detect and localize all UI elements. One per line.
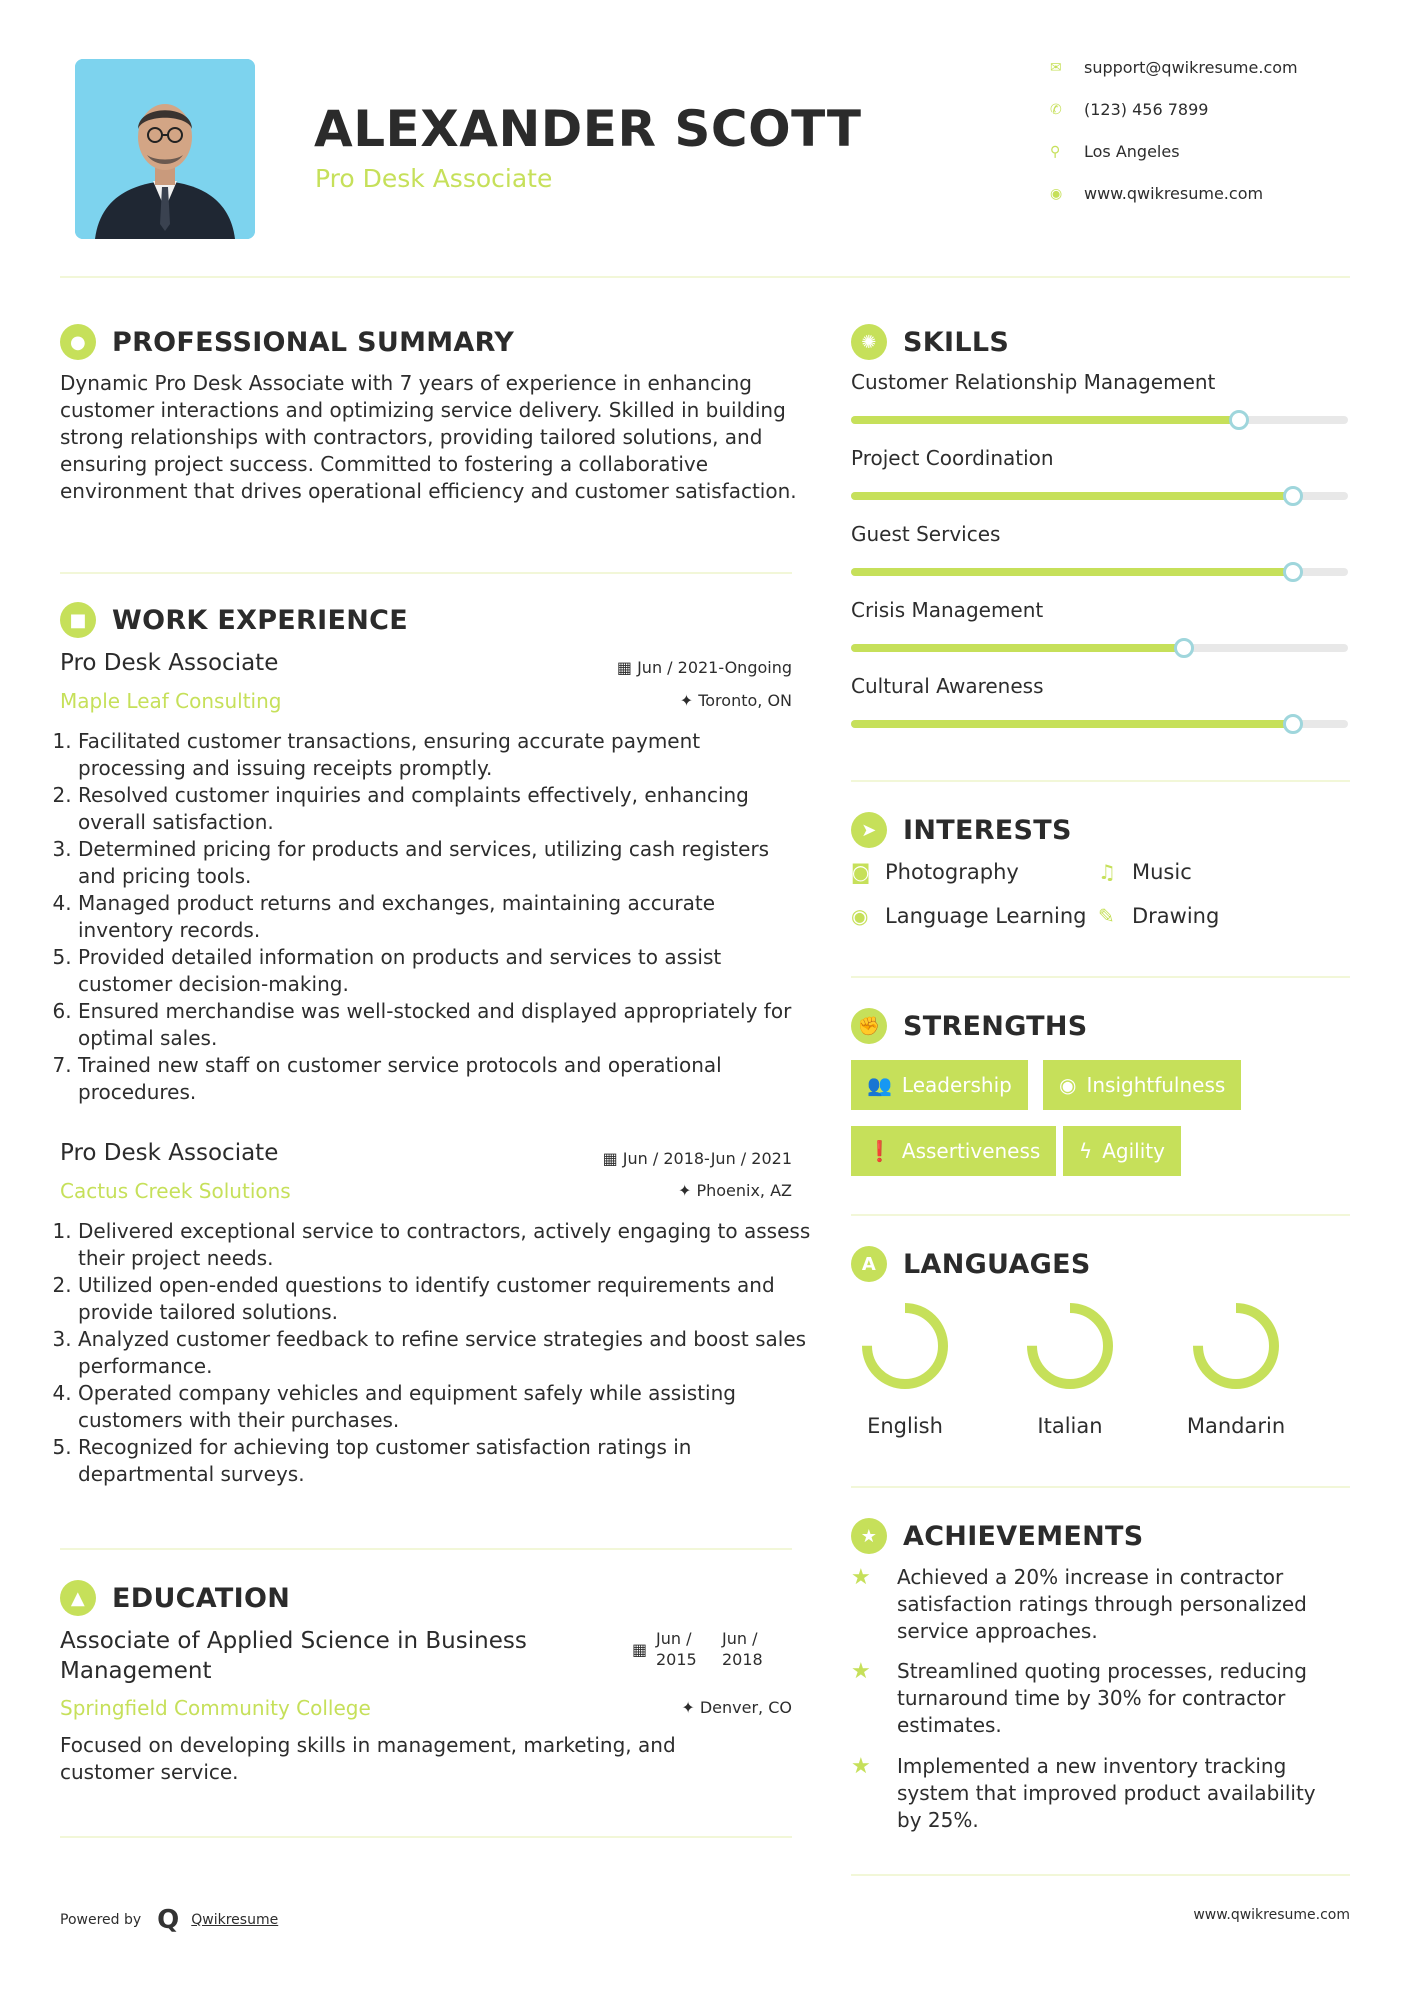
interest-photography: ◙ Photography [851, 860, 1019, 884]
education-heading: ▲ EDUCATION [60, 1580, 290, 1616]
languages-heading: A LANGUAGES [851, 1246, 1091, 1282]
skill-label: Customer Relationship Management [851, 370, 1216, 394]
languages-divider [851, 1486, 1350, 1488]
mail-icon: ✉ [1050, 59, 1062, 76]
experience-divider [60, 1548, 792, 1550]
list-item: 5. Recognized for achieving top customer satisfaction ratings in departmental surveys. [78, 1434, 813, 1488]
footer-powered: Powered by Q Qwikresume [60, 1905, 279, 1935]
skill-progress-fill [851, 416, 1239, 424]
list-item: 1. Delivered exceptional service to contractors, actively engaging to assess their project needs. [78, 1218, 813, 1272]
list-item: 3. Determined pricing for products and services, utilizing cash registers and pricing tools. [78, 836, 813, 890]
candidate-title: Pro Desk Associate [315, 164, 553, 193]
graduation-cap-icon: ▲ [60, 1580, 96, 1616]
skill-progress-track [851, 644, 1348, 652]
strengths-divider [851, 1214, 1350, 1216]
pencil-icon: ✎ [1098, 904, 1115, 928]
list-item: 1. Facilitated customer transactions, ensuring accurate payment processing and issuing receipts promptly. [78, 728, 813, 782]
education-divider [60, 1836, 792, 1838]
pin-icon: ✦ [677, 1181, 697, 1200]
skills-heading: ✺ SKILLS [851, 324, 1009, 360]
globe-icon: ◉ [1050, 185, 1063, 202]
skill-progress-fill [851, 644, 1184, 652]
language-ring [1186, 1296, 1286, 1396]
language-icon: A [851, 1246, 887, 1282]
star-badge-icon: ★ [851, 1518, 887, 1554]
achievements-divider [851, 1874, 1350, 1876]
calendar-icon: ▦ [616, 658, 638, 677]
skill-label: Project Coordination [851, 446, 1054, 470]
interests-divider [851, 976, 1350, 978]
pin-icon: ✦ [681, 1698, 700, 1717]
calendar-icon: ▦ [632, 1640, 648, 1659]
strengths-heading: ✊ STRENGTHS [851, 1008, 1088, 1044]
list-item: 3. Analyzed customer feedback to refine service strategies and boost sales performance. [78, 1326, 813, 1380]
job-1-duties [60, 728, 813, 1106]
contact-phone[interactable]: ✆ (123) 456 7899 [1050, 100, 1209, 119]
experience-heading: ■ WORK EXPERIENCE [60, 602, 408, 638]
user-icon: ● [60, 324, 96, 360]
achievement-item: ★ Streamlined quoting processes, reducing turnaround time by 30% for contractor estimates. [851, 1659, 1307, 1737]
music-note-icon: ♫ [1098, 860, 1116, 884]
qwikresume-logo-icon: Q [157, 1905, 180, 1935]
strength-insightfulness: ◉ Insightfulness [1043, 1060, 1241, 1110]
education-degree: Associate of Applied Science in Business Management [60, 1628, 527, 1684]
contact-email[interactable]: ✉ support@qwikresume.com [1050, 58, 1298, 77]
skill-progress-knob [1283, 562, 1303, 582]
profile-photo [75, 59, 255, 239]
language-label: English [867, 1414, 943, 1438]
candidate-name: ALEXANDER SCOTT [314, 100, 862, 158]
language-ring [855, 1296, 955, 1396]
interests-heading: ➤ INTERESTS [851, 812, 1072, 848]
skill-progress-fill [851, 720, 1293, 728]
summary-text: Dynamic Pro Desk Associate with 7 years of experience in enhancing customer interactions and optimizing service delivery. Skilled in building strong relationships with contractors, providing tailored solutions, and ensuring project success. Committed to fostering a collaborative environment that drives operational efficiency and customer satisfaction. [60, 371, 797, 503]
skills-divider [851, 780, 1350, 782]
exclamation-icon: ❗ [867, 1139, 892, 1163]
education-location: ✦ Denver, CO [681, 1698, 792, 1717]
paper-plane-icon: ➤ [851, 812, 887, 848]
list-item: 4. Operated company vehicles and equipment safely while assisting customers with their purchases. [78, 1380, 813, 1434]
education-start: Jun / 2015 [656, 1629, 697, 1669]
skill-label: Crisis Management [851, 598, 1044, 622]
users-icon: 👥 [867, 1073, 892, 1097]
eye-icon: ◉ [1059, 1073, 1077, 1097]
list-item: 7. Trained new staff on customer service protocols and operational procedures. [78, 1052, 813, 1106]
header-divider [60, 276, 1350, 278]
lightbulb-icon: ✺ [851, 324, 887, 360]
job-2-role: Pro Desk Associate [60, 1140, 279, 1166]
star-icon: ★ [851, 1754, 871, 1779]
strength-agility: ϟ Agility [1063, 1126, 1181, 1176]
location-pin-icon: ⚲ [1050, 143, 1061, 160]
education-end: Jun / 2018 [722, 1629, 763, 1669]
education-school: Springfield Community College [60, 1696, 371, 1720]
list-item: 2. Utilized open-ended questions to identify customer requirements and provide tailored solutions. [78, 1272, 813, 1326]
skill-label: Guest Services [851, 522, 1001, 546]
list-item: 2. Resolved customer inquiries and complaints effectively, enhancing overall satisfaction. [78, 782, 813, 836]
phone-icon: ✆ [1050, 101, 1062, 118]
skill-progress-fill [851, 568, 1293, 576]
bolt-icon: ϟ [1079, 1139, 1093, 1163]
interest-music: ♫ Music [1098, 860, 1192, 884]
strength-leadership: 👥 Leadership [851, 1060, 1028, 1110]
job-1-company: Maple Leaf Consulting [60, 689, 282, 713]
language-label: Mandarin [1186, 1414, 1286, 1438]
list-item: 6. Ensured merchandise was well-stocked and displayed appropriately for optimal sales. [78, 998, 813, 1052]
footer-brand-link[interactable]: Qwikresume [191, 1912, 279, 1928]
skill-progress-track [851, 568, 1348, 576]
skill-label: Cultural Awareness [851, 674, 1044, 698]
star-icon: ★ [851, 1565, 871, 1590]
strength-assertiveness: ❗ Assertiveness [851, 1126, 1056, 1176]
star-icon: ★ [851, 1659, 871, 1684]
globe-icon: ◉ [851, 904, 869, 928]
language-label: Italian [1037, 1414, 1103, 1438]
interest-drawing: ✎ Drawing [1098, 904, 1220, 928]
job-2-company: Cactus Creek Solutions [60, 1179, 291, 1203]
job-1-location: ✦ Toronto, ON [679, 691, 792, 710]
fist-icon: ✊ [851, 1008, 887, 1044]
pin-icon: ✦ [679, 691, 699, 710]
job-2-dates: ▦ Jun / 2018-Jun / 2021 [602, 1149, 792, 1168]
interest-language-learning: ◉ Language Learning [851, 904, 1087, 928]
job-1-dates: ▦ Jun / 2021-Ongoing [616, 658, 792, 677]
skill-progress-knob [1283, 714, 1303, 734]
achievement-item: ★ Achieved a 20% increase in contractor satisfaction ratings through personalized service approaches. [851, 1565, 1307, 1643]
camera-icon: ◙ [851, 860, 871, 884]
summary-heading: ● PROFESSIONAL SUMMARY [60, 324, 514, 360]
summary-divider [60, 572, 792, 574]
skill-progress-knob [1229, 410, 1249, 430]
language-ring [1020, 1296, 1120, 1396]
briefcase-icon: ■ [60, 602, 96, 638]
contact-website[interactable]: ◉ www.qwikresume.com [1050, 184, 1264, 203]
education-description: Focused on developing skills in management, marketing, and customer service. [60, 1733, 676, 1784]
job-2-duties [60, 1218, 813, 1488]
achievements-heading: ★ ACHIEVEMENTS [851, 1518, 1144, 1554]
list-item: 5. Provided detailed information on products and services to assist customer decision-making. [78, 944, 813, 998]
skill-progress-knob [1174, 638, 1194, 658]
skill-progress-knob [1283, 486, 1303, 506]
skill-progress-track [851, 720, 1348, 728]
job-2-location: ✦ Phoenix, AZ [677, 1181, 792, 1200]
skill-progress-track [851, 416, 1348, 424]
skill-progress-fill [851, 492, 1293, 500]
skill-progress-track [851, 492, 1348, 500]
list-item: 4. Managed product returns and exchanges, maintaining accurate inventory records. [78, 890, 813, 944]
contact-location: ⚲ Los Angeles [1050, 142, 1180, 161]
job-1-role: Pro Desk Associate [60, 650, 279, 676]
footer-url[interactable]: www.qwikresume.com [1193, 1907, 1350, 1923]
achievement-item: ★ Implemented a new inventory tracking system that improved product availability by 25%. [851, 1754, 1316, 1832]
calendar-icon: ▦ [602, 1149, 623, 1168]
